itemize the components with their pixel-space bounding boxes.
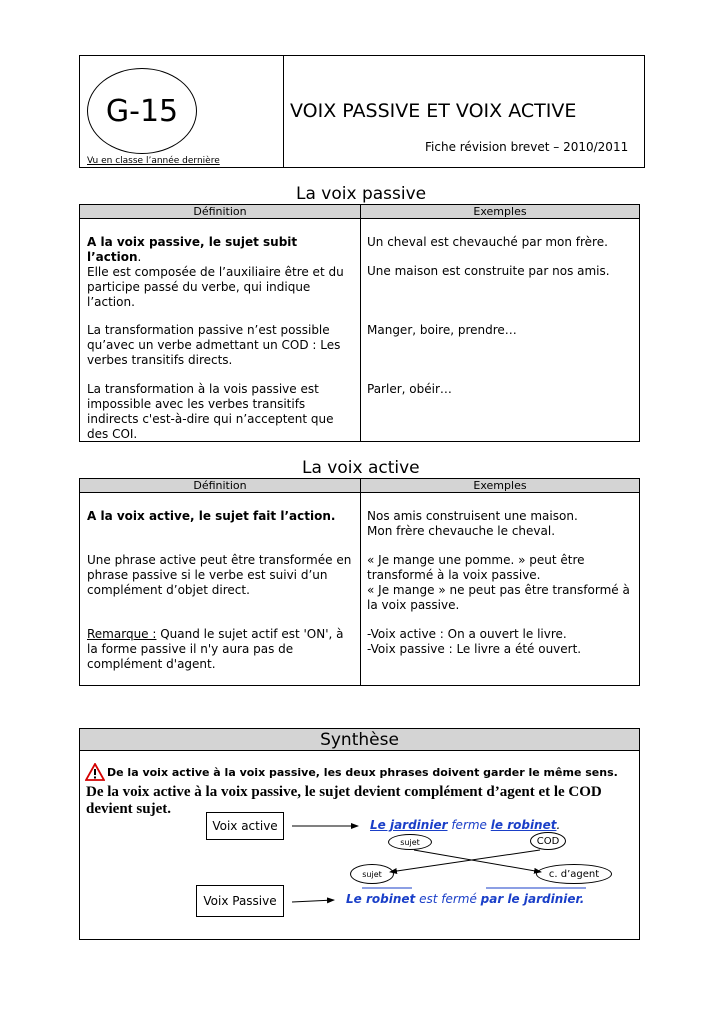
sheet-code: G-15 [87,68,197,154]
passive-voice-label: Voix Passive [196,885,284,917]
passive-ex-agent: par le jardinier. [480,892,585,906]
warning-text: De la voix active à la voix passive, les deux phrases doivent garder le même sens. [107,766,618,779]
active-example-sentence [370,818,560,832]
passive-ex-subject: Le robinet [346,892,416,906]
seen-note: Vu en classe l’année dernière [87,156,220,166]
active-ex-3: « Je mange » ne peut pas être transformé à la voix passive. [367,583,630,612]
passive-def-1-bold-b: l’action [87,250,138,264]
passive-col-examples: Exemples [473,205,527,218]
active-col-definition: Définition [193,479,247,492]
passive-ex-verb: est fermé [415,892,481,906]
active-ex-verb: ferme [447,818,491,832]
active-ex-2: « Je mange une pomme. » peut être transformé à la voix passive. [367,553,585,582]
active-ex-1b: Mon frère chevauche le cheval. [367,524,556,538]
active-ex-object: le robinet [490,818,557,832]
oval-subject-top: sujet [388,834,432,850]
cross-arrow-subject-to-agent [414,850,541,872]
passive-def-1-bold-a: A la voix passive, le sujet subit [87,235,298,249]
active-def-2: Une phrase active peut être transformée en phrase passive si le verbe est suivi d’un complément d’objet direct. [87,553,352,597]
active-ex-4b: -Voix passive : Le livre a été ouvert. [367,642,582,656]
section-title-passive: La voix passive [296,184,427,204]
oval-subject-bottom: sujet [350,864,394,884]
active-voice-label: Voix active [206,812,284,840]
cross-arrow-cod-to-subject [390,850,540,872]
passive-def-1-rest: Elle est composée de l’auxiliaire être et du participe passé du verbe, qui indique l’action. [87,265,344,309]
passive-def-3: La transformation à la vois passive est impossible avec les verbes transitifs indirects c'est-à-dire qui n’acceptent que des COI. [87,382,334,441]
section-title-active: La voix active [302,458,420,478]
passive-ex-2: Une maison est construite par nos amis. [367,264,610,278]
active-col-examples: Exemples [473,479,527,492]
passive-ex-3: Manger, boire, prendre… [367,323,517,337]
active-ex-subject: Le jardinier [370,818,448,832]
passive-def-2: La transformation passive n’est possible qu’avec un verbe admettant un COD : Les verbes transitifs directs. [87,323,341,367]
passive-ex-1: Un cheval est chevauché par mon frère. [367,235,608,249]
synthese-rule: De la voix active à la voix passive, le sujet devient complément d’agent et le COD devient sujet. [86,784,602,817]
passive-example-sentence [346,892,584,906]
passive-def-1-end: . [137,250,142,264]
passive-col-definition: Définition [193,205,247,218]
page-subtitle: Fiche révision brevet – 2010/2011 [425,140,629,154]
active-ex-4a: -Voix active : On a ouvert le livre. [367,627,567,641]
oval-agent: c. d’agent [536,864,612,884]
active-ex-end: . [556,818,561,832]
active-ex-1a: Nos amis construisent une maison. [367,509,578,523]
oval-cod: COD [530,832,566,850]
page-title: VOIX PASSIVE ET VOIX ACTIVE [290,100,577,122]
remark-label: Remarque : [87,627,157,641]
passive-arrow [292,900,334,902]
remark-text: Quand le sujet actif est 'ON', à la forme passive il n'y aura pas de complément d'agent. [87,627,344,671]
passive-ex-4: Parler, obéir… [367,382,452,396]
active-def-1: A la voix active, le sujet fait l’action. [87,509,336,523]
synthese-title: Synthèse [320,730,399,750]
